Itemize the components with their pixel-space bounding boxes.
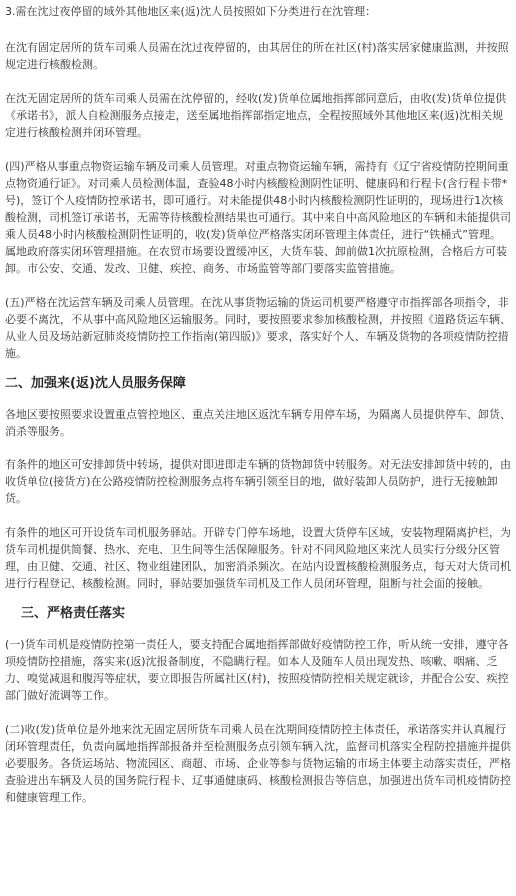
paragraph-local-operating-vehicles: (五)严格在沈运营车辆及司乘人员管理。在沈从事货物运输的货运司机要严格遵守市指挥部各项指令，非必要不离沈，不从事中高风险地区运输服务。同时，要按照要求参加核酸检测，并按照《道路货运车辆、从业人员及场站新冠肺炎疫情防控工作指南(第四版)》要求，落实好个人、车辆及货物的各项疫情防控措施。 <box>5 296 511 360</box>
section-heading-responsibility: 三、严格责任落实 <box>21 606 126 621</box>
paragraph-parking-lots: 各地区要按照要求设置重点管控地区、重点关注地区返沈车辆专用停车场，为隔离人员提供停车、卸货、消杀等服务。 <box>5 408 511 438</box>
paragraph-transfer-yard: 有条件的地区可安排卸货中转场，提供对即进即走车辆的货物卸货中转服务。对无法安排卸货中转的，由收货单位(接货方)在公路疫情防控检测服务点将车辆引领至目的地，做好装卸人员防护，进行无接触卸货。 <box>5 458 511 505</box>
paragraph-key-materials-vehicles: (四)严格从事重点物资运输车辆及司乘人员管理。对重点物资运输车辆，需持有《辽宁省疫情防控期间重点物资通行证》。对司乘人员检测体温，查验48小时内核酸检测阴性证明、健康码和行程卡(含行程卡带*号)，签订个人疫情防控承诺书，即可通行。对未能提供48小时内核酸检测阴性证明的，现场进行1次核酸检测，司机签订承诺书，无需等待核酸检测结果也可通行。其中来自中高风险地区的车辆和未能提供司乘人员48小时内核酸检测阴性证明的，收(发)货单位严格落实闭环管理主体责任，进行“铁桶式”管理。属地政府落实闭环管理措施。在农贸市场要设置缓冲区，大货车装、卸前做1次抗原检测，合格后方可装卸。市公安、交通、发改、卫健、疾控、商务、市场监管等部门要落实监管措施。 <box>5 160 511 275</box>
paragraph-overnight-stay: 3.需在沈过夜停留的域外其他地区来(返)沈人员按照如下分类进行在沈管理： <box>5 5 377 18</box>
paragraph-driver-responsibility: (一)货车司机是疫情防控第一责任人，要支持配合属地指挥部做好疫情防控工作，听从统一安排，遵守各项疫情防控措施，落实来(返)沈报备制度，不隐瞒行程。如本人及随车人员出现发热、咳嗽、咽痛、乏力、嗅觉减退和腹泻等症状，要立即报告所属社区(村)，按照疫情防控相关规定就诊，并配合公安、疾控部门做好流调等工作。 <box>5 638 509 702</box>
article-body <box>0 3 516 896</box>
paragraph-fixed-residence: 在沈有固定居所的货车司乘人员需在沈过夜停留的，由其居住的所在社区(村)落实居家健康监测，并按照规定进行核酸检测。 <box>5 41 509 71</box>
paragraph-service-stations: 有条件的地区可开设货车司机服务驿站。开辟专门停车场地，设置大货停车区域，安装物理隔离护栏，为货车司机提供简餐、热水、充电、卫生间等生活保障服务。针对不同风险地区来沈人员实行分级分区管理，由卫健、交通、社区、物业组建团队，加密消杀频次。在站内设置核酸检测服务点，每天对大货司机进行行程登记、核酸检测。同时，驿站要加强货车司机及工作人员闭环管理，阻断与社会面的接触。 <box>5 526 511 590</box>
section-heading-service-guarantee: 二、加强来(返)沈人员服务保障 <box>5 376 186 391</box>
paragraph-receiving-unit-responsibility: (二)收(发)货单位是外地来沈无固定居所货车司乘人员在沈期间疫情防控主体责任，承诺落实并认真履行闭环管理责任，负责向属地指挥部报备并至检测服务点引领车辆入沈，监督司机落实全程防控措施并提供必要服务。各货运场站、物流园区、商超、市场、企业等参与货物运输的市场主体要主动落实责任，严格查验进出车辆及人员的国务院行程卡、辽事通健康码、核酸检测报告等信息，加强进出货车司机疫情防控和健康管理工作。 <box>5 723 511 804</box>
paragraph-no-fixed-residence: 在沈无固定居所的货车司乘人员需在沈停留的，经收(发)货单位属地指挥部同意后，由收(发)货单位提供《承诺书》，派人自检测服务点接走，送至属地指挥部指定地点，全程按照域外其他地区来(返)沈相关规定进行核酸检测并闭环管理。 <box>5 92 507 139</box>
